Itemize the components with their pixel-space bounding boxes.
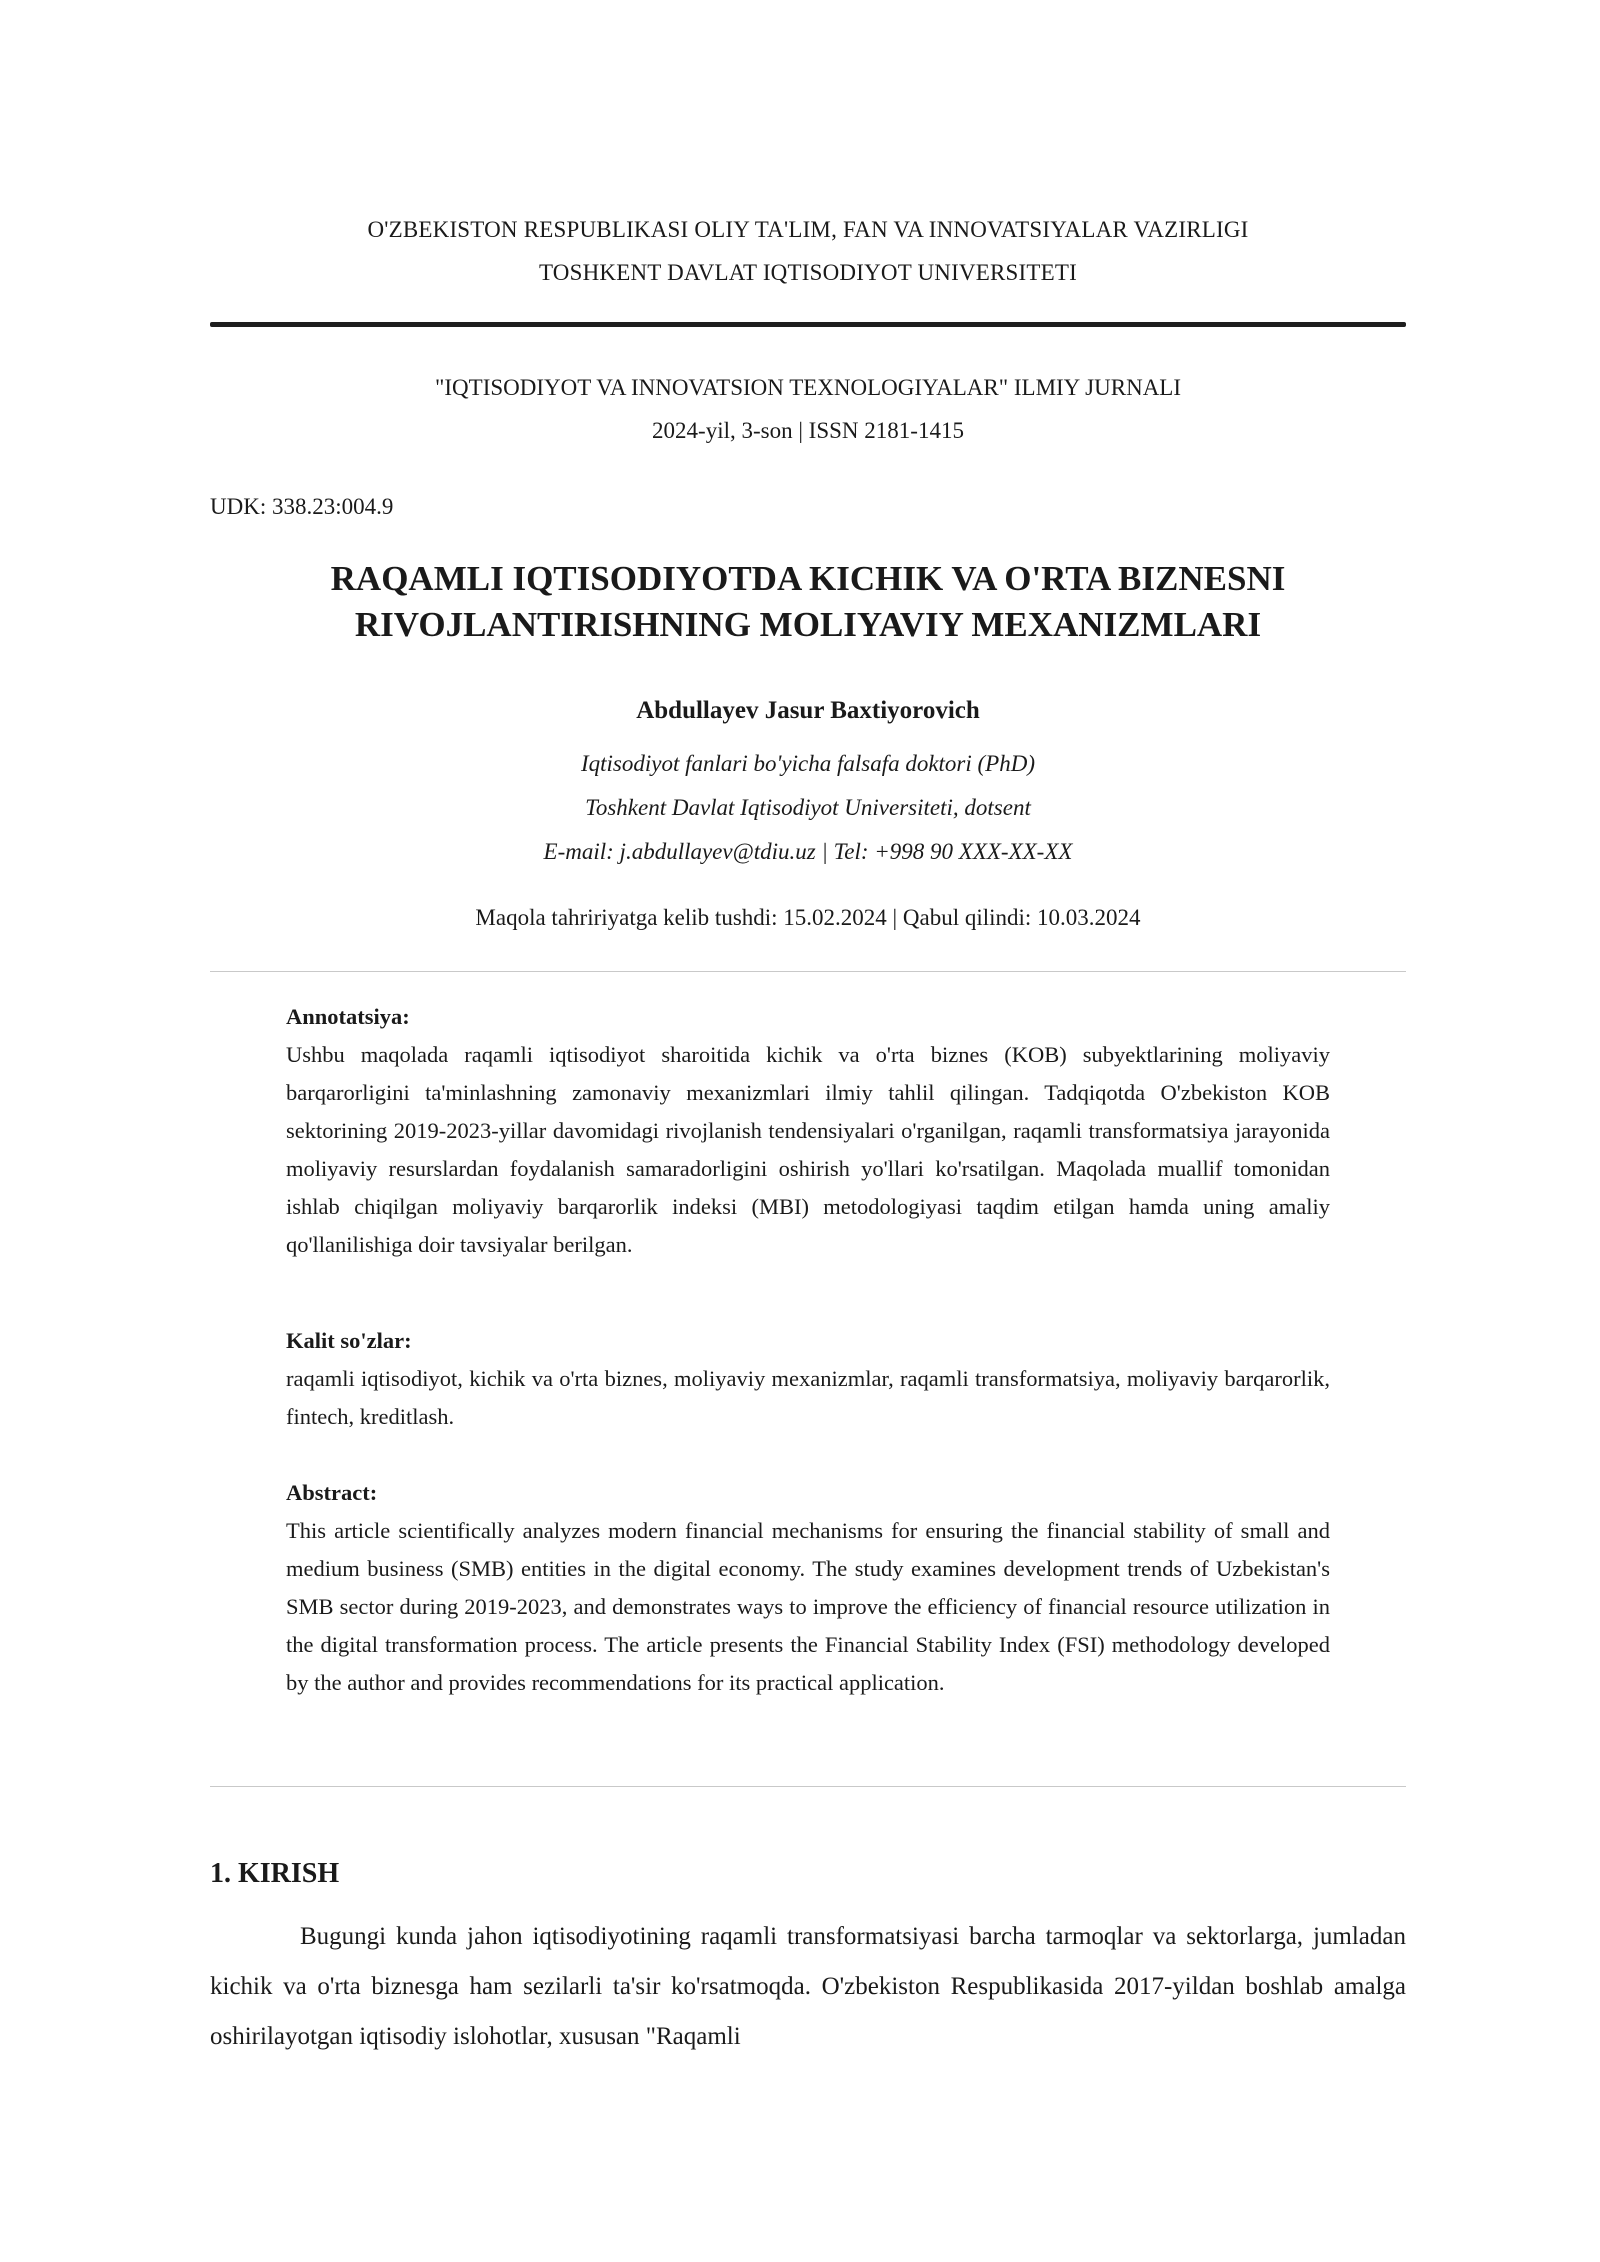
annotation-label: Annotatsiya: xyxy=(286,1004,410,1029)
keywords-label: Kalit so'zlar: xyxy=(286,1328,412,1353)
header-divider xyxy=(210,322,1406,327)
section-heading: 1. KIRISH xyxy=(210,1858,340,1889)
abstract-block xyxy=(286,1474,1330,1702)
ministry-name: O'ZBEKISTON RESPUBLIKASI OLIY TA'LIM, FAN VA INNOVATSIYALAR VAZIRLIGI xyxy=(367,217,1249,242)
author-contact: E-mail: j.abdullayev@tdiu.uz | Tel: +998 90 XXX-XX-XX xyxy=(543,839,1073,864)
university-name: TOSHKENT DAVLAT IQTISODIYOT UNIVERSITETI xyxy=(538,260,1078,285)
title-line-1: RAQAMLI IQTISODIYOTDA KICHIK VA O'RTA BIZNESNI xyxy=(330,559,1286,598)
abstract-text: This article scientifically analyzes modern financial mechanisms for ensuring the financial stability of small and medium business (SMB) entities in the digital economy. The study examines development trends of Uzbekistan's SMB sector during 2019-2023, and demonstrates ways to improve the efficiency of financial resource utilization in the digital transformation process. The article presents the Financial Stability Index (FSI) methodology developed by the author and provides recommendations for its practical application. xyxy=(286,1518,1330,1695)
journal-header xyxy=(210,366,1406,452)
keywords-text: raqamli iqtisodiyot, kichik va o'rta biznes, moliyaviy mexanizmlar, raqamli transformatsiya, moliyaviy barqarorlik, fintech, kreditlash. xyxy=(286,1366,1330,1429)
author-name: Abdullayev Jasur Baxtiyorovich xyxy=(636,697,980,724)
section-body-text: Bugungi kunda jahon iqtisodiyotining raqamli transformatsiyasi barcha tarmoqlar va sektorlarga, jumladan kichik va o'rta biznesga ham sezilarli ta'sir ko'rsatmoqda. O'zbekiston Respublikasida 2017-yildan boshlab amalga oshirilayotgan iqtisodiy islohotlar, xususan "Raqamli xyxy=(210,1923,1406,2050)
author-position: Toshkent Davlat Iqtisodiyot Universiteti, dotsent xyxy=(585,795,1031,820)
title-line-2: RIVOJLANTIRISHNING MOLIYAVIY MEXANIZMLARI xyxy=(354,605,1262,644)
udk-code: UDK: 338.23:004.9 xyxy=(210,494,394,519)
ministry-header xyxy=(210,208,1406,294)
abstract-label: Abstract: xyxy=(286,1480,378,1505)
author-degree: Iqtisodiyot fanlari bo'yicha falsafa doktori (PhD) xyxy=(580,751,1035,776)
paper-title xyxy=(210,556,1406,648)
abstract-top-divider xyxy=(210,971,1406,972)
keywords-block xyxy=(286,1322,1330,1436)
abstract-bottom-divider xyxy=(210,1786,1406,1787)
annotation-block xyxy=(286,998,1330,1264)
journal-name: "IQTISODIYOT VA INNOVATSION TEXNOLOGIYALAR" ILMIY JURNALI xyxy=(434,375,1182,400)
journal-issue: 2024-yil, 3-son | ISSN 2181-1415 xyxy=(652,418,964,443)
annotation-text: Ushbu maqolada raqamli iqtisodiyot sharoitida kichik va o'rta biznes (KOB) subyektlarining moliyaviy barqarorligini ta'minlashning zamonaviy mexanizmlari ilmiy tahlil qilingan. Tadqiqotda O'zbekiston KOB sektorining 2019-2023-yillar davomidagi rivojlanish tendensiyalari o'rganilgan, raqamli transformatsiya jarayonida moliyaviy resurslardan foydalanish samaradorligini oshirish yo'llari ko'rsatilgan. Maqolada muallif tomonidan ishlab chiqilgan moliyaviy barqarorlik indeksi (MBI) metodologiyasi taqdim etilgan hamda uning amaliy qo'llanilishiga doir tavsiyalar berilgan. xyxy=(286,1042,1330,1257)
author-affiliation xyxy=(210,742,1406,874)
submission-dates: Maqola tahririyatga kelib tushdi: 15.02.2024 | Qabul qilindi: 10.03.2024 xyxy=(475,905,1141,930)
